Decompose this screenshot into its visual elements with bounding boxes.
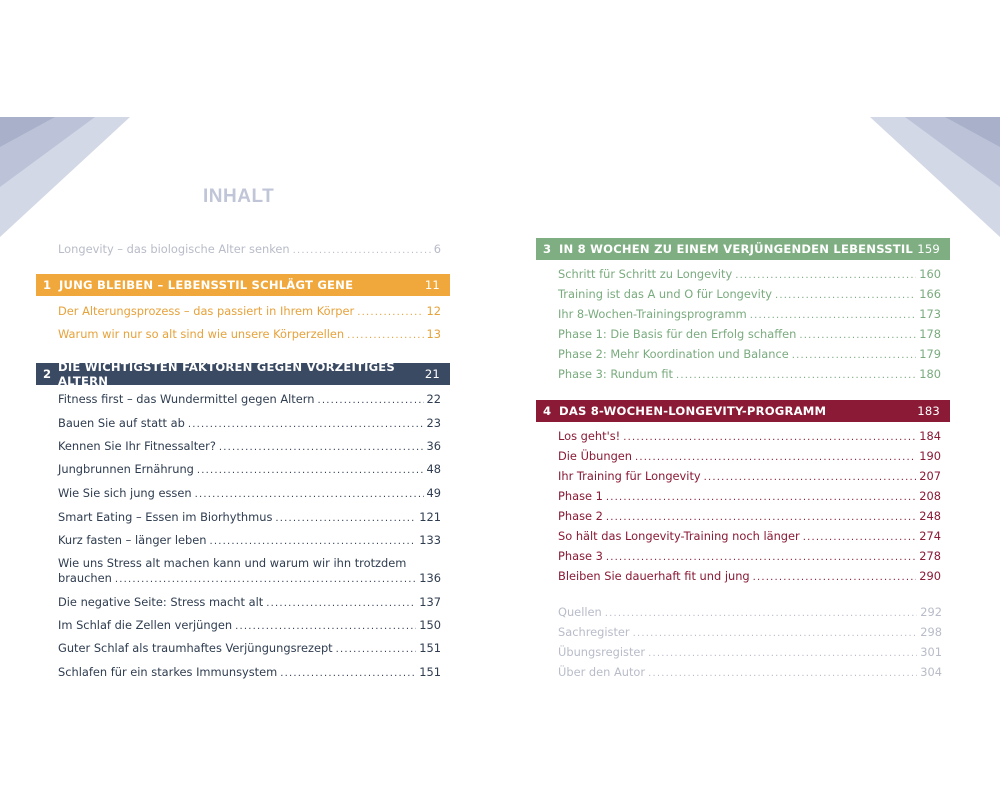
toc-entry-label: Phase 2: Mehr Koordination und Balance	[558, 347, 789, 361]
toc-entry[interactable]	[558, 529, 941, 545]
leader-dots	[357, 305, 423, 320]
toc-entry-label: So hält das Longevity-Training noch länger	[558, 529, 800, 543]
leader-dots	[606, 510, 916, 525]
chapter-title: IN 8 WOCHEN ZU EINEM VERJÜNGENDEN LEBENSSTIL	[559, 242, 913, 256]
right-corner-decoration	[870, 117, 1000, 237]
toc-entry-page: 248	[919, 509, 941, 523]
leader-dots	[197, 463, 424, 478]
toc-entry[interactable]	[558, 367, 941, 383]
chapter-number: 3	[543, 242, 552, 256]
toc-entry-label: Phase 3	[558, 549, 603, 563]
toc-entry-label: Training ist das A und O für Longevity	[558, 287, 773, 301]
toc-entry-label: Jungbrunnen Ernährung	[58, 462, 194, 476]
toc-entry-page: 136	[419, 571, 441, 585]
toc-entry-label: Los geht's!	[558, 429, 621, 443]
chapter-1-header[interactable]	[36, 274, 450, 296]
toc-entry-page: 178	[919, 327, 941, 341]
toc-entry-appendix[interactable]	[558, 665, 942, 681]
toc-entry-page: 278	[919, 549, 941, 563]
toc-entry-page: 207	[919, 469, 941, 483]
leader-dots	[606, 550, 916, 565]
leader-dots	[704, 470, 917, 485]
leader-dots	[735, 268, 916, 283]
leader-dots	[210, 534, 417, 549]
toc-entry-label: Longevity – das biologische Alter senken	[58, 242, 290, 256]
chapter-title: DAS 8-WOCHEN-LONGEVITY-PROGRAMM	[559, 404, 827, 418]
leader-dots	[195, 487, 424, 502]
leader-dots	[676, 368, 916, 383]
toc-entry-page: 180	[919, 367, 941, 381]
leader-dots	[605, 606, 918, 621]
toc-entry-label: Smart Eating – Essen im Biorhythmus	[58, 510, 273, 524]
toc-entry-page: 160	[919, 267, 941, 281]
toc-entry[interactable]	[558, 549, 941, 565]
toc-entry[interactable]	[58, 486, 441, 502]
toc-entry[interactable]	[58, 618, 441, 634]
toc-entry-page: 208	[919, 489, 941, 503]
toc-entry-label: Kurz fasten – länger leben	[58, 533, 207, 547]
toc-entry-label: Ihr Training für Longevity	[558, 469, 701, 483]
toc-entry[interactable]	[558, 327, 941, 343]
toc-entry-label: Sachregister	[558, 625, 630, 639]
toc-entry[interactable]	[58, 641, 441, 657]
toc-entry-label: Kennen Sie Ihr Fitnessalter?	[58, 439, 216, 453]
toc-entry[interactable]	[58, 416, 441, 432]
toc-entry[interactable]	[58, 327, 441, 343]
chapter-number: 4	[543, 404, 552, 418]
chapter-page: 11	[424, 278, 440, 292]
toc-entry[interactable]	[58, 392, 441, 408]
toc-entry-page: 150	[419, 618, 441, 632]
toc-entry-label: Über den Autor	[558, 665, 646, 679]
toc-entry-label: Quellen	[558, 605, 602, 619]
toc-entry[interactable]	[558, 469, 941, 485]
toc-entry-page: 151	[419, 641, 441, 655]
toc-entry-label: Bauen Sie auf statt ab	[58, 416, 185, 430]
chapter-4-header[interactable]	[536, 400, 950, 422]
toc-entry-label: Phase 3: Rundum fit	[558, 367, 673, 381]
chapter-number: 1	[43, 278, 52, 292]
toc-entry-label: Fitness first – das Wundermittel gegen Altern	[58, 392, 315, 406]
chapter-title: JUNG BLEIBEN – LEBENSSTIL SCHLÄGT GENE	[59, 278, 354, 292]
left-corner-decoration	[0, 117, 130, 237]
toc-entry-page: 151	[419, 665, 441, 679]
toc-entry[interactable]	[58, 665, 441, 681]
toc-entry-page: 49	[426, 486, 441, 500]
toc-entry-multiline[interactable]	[58, 556, 441, 587]
leader-dots	[803, 530, 917, 545]
toc-entry-page: 304	[920, 665, 942, 679]
toc-entry-page: 184	[919, 429, 941, 443]
toc-entry-label: Schlafen für ein starkes Immunsystem	[58, 665, 278, 679]
toc-entry-label: Phase 2	[558, 509, 603, 523]
toc-entry[interactable]	[58, 595, 441, 611]
toc-entry-label: Phase 1	[558, 489, 603, 503]
leader-dots	[235, 619, 416, 634]
toc-entry[interactable]	[558, 489, 941, 505]
toc-entry[interactable]	[558, 569, 941, 585]
toc-entry[interactable]	[58, 462, 441, 478]
leader-dots	[799, 328, 916, 343]
toc-entry-page: 23	[426, 416, 441, 430]
chapter-page: 21	[424, 367, 440, 381]
toc-entry-label: Phase 1: Die Basis für den Erfolg schaffen	[558, 327, 797, 341]
leader-dots	[280, 666, 416, 681]
toc-entry-intro[interactable]	[58, 242, 441, 258]
chapter-page: 183	[917, 404, 940, 418]
leader-dots	[775, 288, 916, 303]
toc-entry-page: 6	[433, 242, 441, 256]
leader-dots	[750, 308, 917, 323]
toc-entry-page: 121	[419, 510, 441, 524]
toc-entry-appendix[interactable]	[558, 645, 942, 661]
toc-entry[interactable]	[558, 267, 941, 283]
toc-entry[interactable]	[58, 510, 441, 526]
toc-entry[interactable]	[558, 449, 941, 465]
toc-entry-page: 173	[919, 307, 941, 321]
toc-entry-page: 13	[426, 327, 441, 341]
toc-entry[interactable]	[58, 533, 441, 549]
leader-dots	[293, 243, 431, 258]
leader-dots	[623, 430, 916, 445]
leader-dots	[648, 646, 917, 661]
toc-entry-label-line2: brauchen	[58, 571, 112, 585]
leader-dots	[188, 417, 424, 432]
chapter-3-header[interactable]	[536, 238, 950, 260]
leader-dots	[317, 393, 423, 408]
leader-dots	[336, 642, 417, 657]
leader-dots	[115, 572, 416, 587]
toc-entry-page: 12	[426, 304, 441, 318]
chapter-title: DIE WICHTIGSTEN FAKTOREN GEGEN VORZEITIGES ALTERN	[58, 360, 395, 388]
toc-entry-page: 133	[419, 533, 441, 547]
chapter-2-header[interactable]	[36, 360, 450, 388]
leader-dots	[633, 626, 918, 641]
toc-entry[interactable]	[558, 509, 941, 525]
page-title: INHALT	[203, 186, 275, 207]
toc-entry-label: Die negative Seite: Stress macht alt	[58, 595, 264, 609]
leader-dots	[266, 596, 416, 611]
toc-entry[interactable]	[558, 307, 941, 323]
toc-entry[interactable]	[558, 287, 941, 303]
leader-dots	[792, 348, 916, 363]
toc-entry-page: 22	[426, 392, 441, 406]
leader-dots	[347, 328, 423, 343]
toc-entry[interactable]	[558, 429, 941, 445]
toc-entry-appendix[interactable]	[558, 605, 942, 621]
toc-entry[interactable]	[558, 347, 941, 363]
chapter-page: 159	[917, 242, 940, 256]
toc-entry-label: Bleiben Sie dauerhaft fit und jung	[558, 569, 750, 583]
toc-entry-page: 301	[920, 645, 942, 659]
toc-entry-label: Die Übungen	[558, 449, 633, 463]
toc-entry-label: Im Schlaf die Zellen verjüngen	[58, 618, 233, 632]
leader-dots	[648, 666, 917, 681]
toc-entry-page: 166	[919, 287, 941, 301]
leader-dots	[635, 450, 916, 465]
toc-entry-appendix[interactable]	[558, 625, 942, 641]
toc-entry-page: 36	[426, 439, 441, 453]
toc-entry[interactable]	[58, 304, 441, 320]
leader-dots	[275, 511, 416, 526]
chapter-number: 2	[43, 367, 52, 381]
toc-entry-label: Der Alterungsprozess – das passiert in Ihrem Körper	[58, 304, 355, 318]
leader-dots	[606, 490, 916, 505]
toc-entry-page: 48	[426, 462, 441, 476]
toc-entry-label-line1: Wie uns Stress alt machen kann und warum wir ihn trotzdem	[58, 556, 407, 570]
toc-entry-page: 298	[920, 625, 942, 639]
toc-entry-page: 190	[919, 449, 941, 463]
toc-entry-page: 274	[919, 529, 941, 543]
toc-entry-label: Wie Sie sich jung essen	[58, 486, 192, 500]
toc-entry-label: Guter Schlaf als traumhaftes Verjüngungsrezept	[58, 641, 333, 655]
toc-entry-label: Warum wir nur so alt sind wie unsere Körperzellen	[58, 327, 345, 341]
toc-entry-page: 179	[919, 347, 941, 361]
toc-entry-page: 290	[919, 569, 941, 583]
leader-dots	[753, 570, 917, 585]
leader-dots	[219, 440, 424, 455]
toc-entry-label: Ihr 8-Wochen-Trainingsprogramm	[558, 307, 747, 321]
toc-entry-page: 292	[920, 605, 942, 619]
toc-entry-label: Übungsregister	[558, 645, 646, 659]
toc-entry-page: 137	[419, 595, 441, 609]
toc-entry-label: Schritt für Schritt zu Longevity	[558, 267, 733, 281]
toc-entry[interactable]	[58, 439, 441, 455]
